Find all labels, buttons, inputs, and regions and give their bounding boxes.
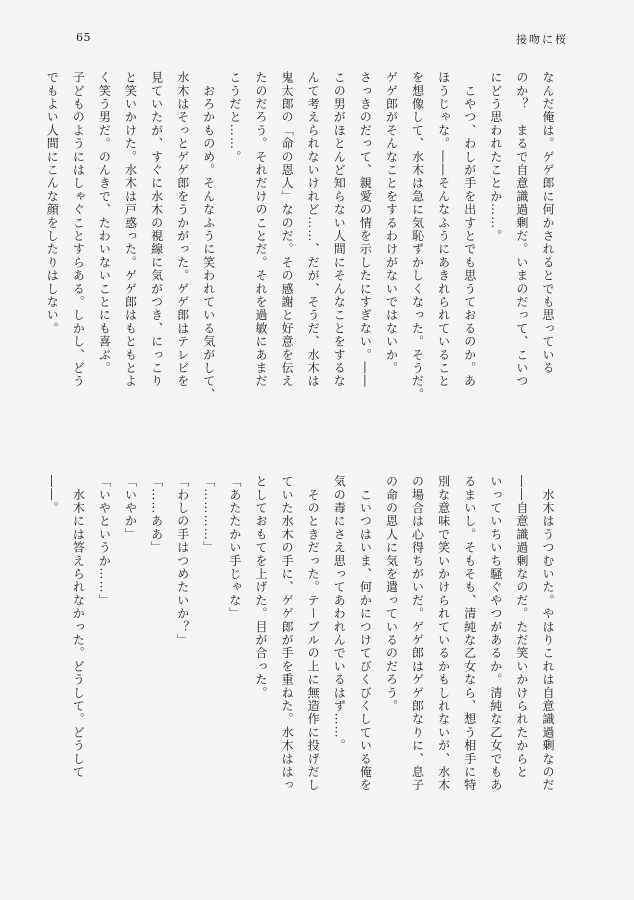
text-line: 「いやというか……」 <box>97 475 112 607</box>
text-line: 別な意味で笑いかけられているかもしれないが、水木 <box>436 475 451 792</box>
text-line: こいつはいま、何かにつけてびくびくしている俺を <box>358 475 373 792</box>
text-line: 見ていたが、すぐに水木の視線に気がつき、にっこり <box>149 71 164 388</box>
text-line: 「…………」 <box>201 475 216 555</box>
text-line: この男がほとんど知らない人間にそんなことをするな <box>332 71 347 388</box>
text-line: んて考えられないけれど……、だが、そうだ、水木は <box>306 71 321 388</box>
text-line: 「わしの手はつめたいか？」 <box>175 475 190 647</box>
text-line: 「……ああ」 <box>149 475 164 555</box>
text-line: の命の恩人に気を遣っているのだろう。 <box>384 475 399 713</box>
text-line: 鬼太郎の「命の恩人」なのだ。その感謝と好意を伝え <box>280 71 295 388</box>
text-line: 「あたたかい手じゃな」 <box>227 475 242 621</box>
text-line: 水木はうつむいた。やはりこれは自意識過剰なのだ <box>541 475 555 792</box>
text-line: こやつ、わしが手を出すとでも思うておるのか。あ <box>462 71 477 388</box>
text-line: そのときだった。テーブルの上に無造作に投げだし <box>306 475 321 792</box>
text-line: としておもてを上げた。目が合った。 <box>253 475 268 700</box>
running-title: 接吻に桜 <box>516 33 568 46</box>
text-line: ――。 <box>45 475 60 515</box>
text-line: ――自意識過剰なのだ。ただ笑いかけられたからと <box>514 475 529 779</box>
text-line: ていた水木の手に、ゲゲ郎が手を重ねた。水木ははっ <box>280 475 295 792</box>
text-line: るまいし。そもそも、清純な乙女なら、想う相手に特 <box>462 475 477 792</box>
text-line: こうだと……。 <box>227 71 242 164</box>
text-line: おろかものめ。そんなふうに笑われている気がして、 <box>201 71 216 401</box>
text-line: たのだろう。それだけのことだ。それを過敏にあまだ <box>253 71 268 388</box>
text-line: にどう思われたことか……。 <box>488 71 503 243</box>
text-line: の場合は心得ちがいだ。ゲゲ郎はゲゲ郎なりに、息子 <box>410 475 425 792</box>
text-line: でもよい人間にこんな顔をしたりはしない。 <box>45 71 60 335</box>
text-line: 子どものようにはしゃぐことすらある。しかし、どう <box>71 71 86 388</box>
text-line: さっきのだって、親愛の情を示したにすぎない。―― <box>358 71 373 388</box>
text-line: いっていちいち騒ぐやつがあるか。清純な乙女でもあ <box>488 475 503 792</box>
text-line: 水木には答えられなかった。どうして。どうして <box>71 475 86 779</box>
text-block-upper <box>45 71 561 438</box>
text-line: なんだ俺は。ゲゲ郎に何かされるとでも思っている <box>541 71 555 375</box>
text-block-lower <box>45 475 561 840</box>
text-line: 水木はそっとゲゲ郎をうかがった。ゲゲ郎はテレビを <box>175 71 190 388</box>
text-line: 「いやか」 <box>123 475 138 541</box>
text-line: のか？ まるで自意識過剰だ。いまのだって、こいつ <box>514 71 529 388</box>
text-line: ゲゲ郎がそんなことをするわけがないではないか。 <box>384 71 399 375</box>
page-number: 65 <box>76 31 91 44</box>
text-line: 気の毒にさえ思ってあわれんでいるはず……。 <box>332 475 347 753</box>
text-line: く笑う男だ。のんきで、たわいないことにも喜ぶ。 <box>97 71 112 375</box>
text-line: を想像して、水木は急に気恥ずかしくなった。そうだ。 <box>410 71 425 401</box>
text-line: ほうじゃな。――そんなふうにあきれられていること <box>436 71 451 388</box>
text-line: と笑いかけた。水木は戸惑った。ゲゲ郎はもともとよ <box>123 71 138 388</box>
